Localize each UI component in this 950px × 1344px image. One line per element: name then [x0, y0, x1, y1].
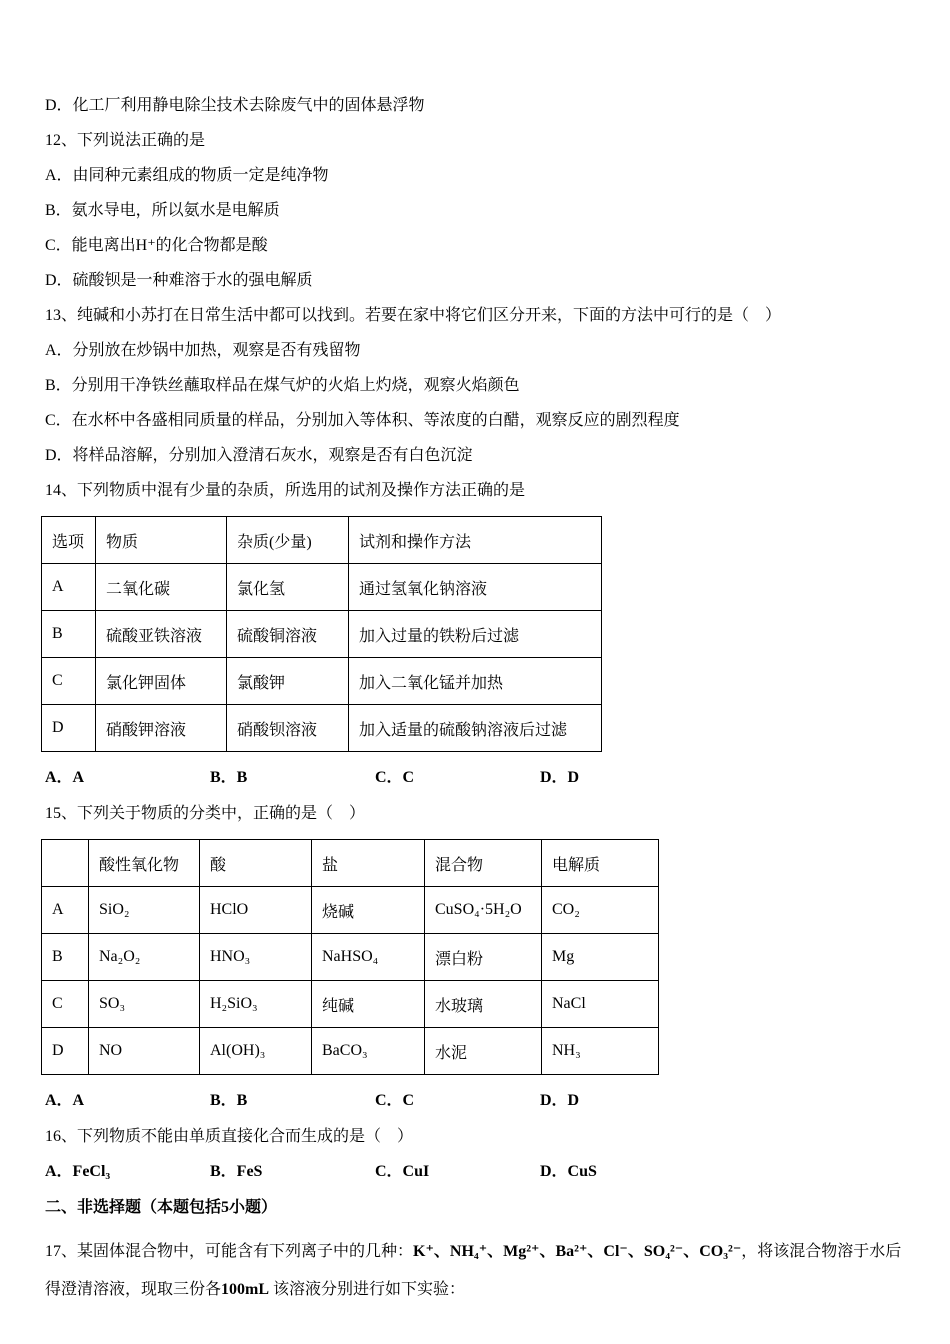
- table-cell: D: [42, 1028, 89, 1075]
- table-row: [42, 705, 602, 752]
- table-cell: Mg: [542, 934, 659, 981]
- q12-option-a: A．由同种元素组成的物质一定是纯净物: [45, 167, 329, 184]
- q16-option-c: C．CuI: [375, 1163, 430, 1180]
- q14-answer-b: B．B: [210, 769, 248, 786]
- q14-stem: 14、下列物质中混有少量的杂质，所选用的试剂及操作方法正确的是: [45, 482, 526, 499]
- table-cell: SiO₂: [89, 887, 200, 934]
- q15-answer-d: D．D: [540, 1092, 580, 1109]
- table-cell: Al(OH)₃: [200, 1028, 312, 1075]
- section2-title: 二、非选择题（本题包括5小题）: [45, 1199, 278, 1216]
- table-cell: 通过氢氧化钠溶液: [349, 564, 602, 611]
- q14-answer-d: D．D: [540, 769, 580, 786]
- table-cell: Na₂O₂: [89, 934, 200, 981]
- q13-option-a: A．分别放在炒锅中加热，观察是否有残留物: [45, 342, 361, 359]
- table-row: [42, 658, 602, 705]
- q17-text-suffix: 该溶液分别进行如下实验：: [269, 1281, 466, 1298]
- q12-option-d: D．硫酸钡是一种难溶于水的强电解质: [45, 272, 313, 289]
- q15-table-header-row: [42, 840, 659, 887]
- table-row: [42, 934, 659, 981]
- q15-table: [41, 839, 659, 1075]
- table-cell: 水玻璃: [425, 981, 542, 1028]
- q13-option-c: C．在水杯中各盛相同质量的样品，分别加入等体积、等浓度的白醋，观察反应的剧烈程度: [45, 412, 680, 429]
- q15-answer-c: C．C: [375, 1092, 415, 1109]
- table-cell: CuSO₄·5H₂O: [425, 887, 542, 934]
- q14-header-substance: 物质: [96, 517, 227, 564]
- table-cell: NaCl: [542, 981, 659, 1028]
- q14-answer-line: [45, 768, 905, 788]
- table-cell: H₂SiO₃: [200, 981, 312, 1028]
- table-cell: CO₂: [542, 887, 659, 934]
- table-cell: D: [42, 705, 96, 752]
- table-cell: NH₃: [542, 1028, 659, 1075]
- q16-option-line: [45, 1162, 905, 1182]
- q15-header-mixture: 混合物: [425, 840, 542, 887]
- table-cell: NO: [89, 1028, 200, 1075]
- q14-table: [41, 516, 602, 752]
- table-cell: A: [42, 564, 96, 611]
- q15-header-electrolyte: 电解质: [542, 840, 659, 887]
- q17-text-prefix: 17、某固体混合物中，可能含有下列离子中的几种：: [45, 1243, 414, 1260]
- q12-option-b: B．氨水导电，所以氨水是电解质: [45, 202, 280, 219]
- table-cell: C: [42, 658, 96, 705]
- table-cell: 水泥: [425, 1028, 542, 1075]
- table-cell: C: [42, 981, 89, 1028]
- q13-option-d: D．将样品溶解，分别加入澄清石灰水，观察是否有白色沉淀: [45, 447, 473, 464]
- q11-option-d: D．化工厂利用静电除尘技术去除废气中的固体悬浮物: [45, 97, 425, 114]
- table-cell: 二氧化碳: [96, 564, 227, 611]
- q15-header-blank: [42, 840, 89, 887]
- q14-header-option: 选项: [42, 517, 96, 564]
- table-cell: 加入过量的铁粉后过滤: [349, 611, 602, 658]
- q15-answer-line: [45, 1091, 905, 1111]
- table-row: [42, 611, 602, 658]
- table-cell: HNO₃: [200, 934, 312, 981]
- q17-text-middle: ，将该混合物溶于水后得澄清溶液，现取三份各: [45, 1243, 902, 1298]
- table-cell: 氯化氢: [227, 564, 349, 611]
- table-row: [42, 1028, 659, 1075]
- q14-answer-c: C．C: [375, 769, 415, 786]
- q14-table-header-row: [42, 517, 602, 564]
- q17-ion-list: K⁺、NH₄⁺、Mg²⁺、Ba²⁺、Cl⁻、SO₄²⁻、CO₃²⁻: [413, 1243, 742, 1260]
- table-row: [42, 981, 659, 1028]
- table-row: [42, 564, 602, 611]
- q14-answer-a: A．A: [45, 769, 85, 786]
- q12-stem: 12、下列说法正确的是: [45, 132, 206, 149]
- table-cell: 硫酸铜溶液: [227, 611, 349, 658]
- q15-header-salt: 盐: [312, 840, 425, 887]
- q13-option-b: B．分别用干净铁丝蘸取样品在煤气炉的火焰上灼烧，观察火焰颜色: [45, 377, 520, 394]
- table-cell: SO₃: [89, 981, 200, 1028]
- q17-volume: 100mL: [221, 1281, 270, 1298]
- q12-option-c: C．能电离出H⁺的化合物都是酸: [45, 237, 268, 254]
- q15-answer-a: A．A: [45, 1092, 85, 1109]
- table-cell: 加入适量的硫酸钠溶液后过滤: [349, 705, 602, 752]
- q14-header-method: 试剂和操作方法: [349, 517, 602, 564]
- table-cell: HClO: [200, 887, 312, 934]
- q16-option-b: B．FeS: [210, 1163, 263, 1180]
- table-cell: A: [42, 887, 89, 934]
- q16-stem: 16、下列物质不能由单质直接化合而生成的是（ ）: [45, 1128, 414, 1145]
- q17-stem: [45, 1233, 905, 1309]
- q16-option-a: A．FeCl₃: [45, 1163, 111, 1180]
- table-cell: 纯碱: [312, 981, 425, 1028]
- table-cell: 漂白粉: [425, 934, 542, 981]
- table-cell: 硝酸钡溶液: [227, 705, 349, 752]
- table-cell: 氯酸钾: [227, 658, 349, 705]
- table-cell: 氯化钾固体: [96, 658, 227, 705]
- table-cell: 硫酸亚铁溶液: [96, 611, 227, 658]
- q15-stem: 15、下列关于物质的分类中，正确的是（ ）: [45, 805, 366, 822]
- table-cell: B: [42, 611, 96, 658]
- table-cell: 加入二氧化锰并加热: [349, 658, 602, 705]
- table-cell: B: [42, 934, 89, 981]
- table-cell: NaHSO₄: [312, 934, 425, 981]
- q15-header-acid: 酸: [200, 840, 312, 887]
- q13-stem: 13、纯碱和小苏打在日常生活中都可以找到。若要在家中将它们区分开来，下面的方法中可行的是（ ）: [45, 307, 782, 324]
- q14-header-impurity: 杂质(少量): [227, 517, 349, 564]
- q15-header-acidic-oxide: 酸性氧化物: [89, 840, 200, 887]
- table-cell: 烧碱: [312, 887, 425, 934]
- table-row: [42, 887, 659, 934]
- q15-answer-b: B．B: [210, 1092, 248, 1109]
- table-cell: 硝酸钾溶液: [96, 705, 227, 752]
- table-cell: BaCO₃: [312, 1028, 425, 1075]
- q16-option-d: D．CuS: [540, 1163, 597, 1180]
